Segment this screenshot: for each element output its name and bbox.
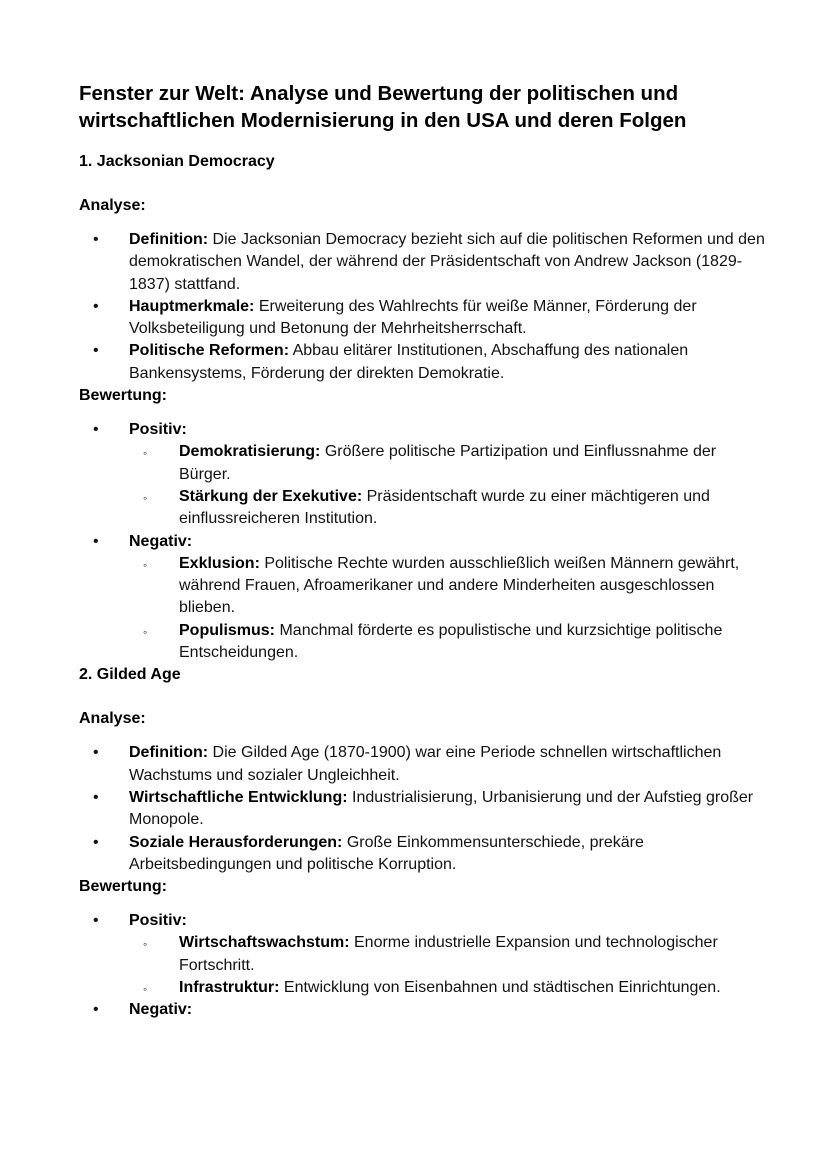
positiv-list	[129, 441, 769, 530]
list-item: • Wirtschaftliche Entwicklung: Industrialisierung, Urbanisierung und der Aufstieg großer Monopole.	[79, 787, 769, 832]
section-heading-gilded-age: 2. Gilded Age	[79, 666, 181, 684]
list-item: • Soziale Herausforderungen: Große Einkommensunterschiede, prekäre Arbeitsbedingungen und politische Korruption.	[79, 832, 769, 877]
list-item: • Negativ: ◦ Exklusion: Politische Rechte wurden ausschließlich weißen Männern gewährt, während Frauen, Afroamerikaner und andere Minderheiten ausgeschlossen blieben. ◦ Populismus: Manchmal förderte es populistische und kurzsichtige politische Entscheidungen.	[79, 531, 769, 665]
list-item: • Definition: Die Jacksonian Democracy bezieht sich auf die politischen Reformen und den demokratischen Wandel, der während der Präsidentschaft von Andrew Jackson (1829-1837) stattfand.	[79, 229, 769, 296]
list-item: • Definition: Die Gilded Age (1870-1900) war eine Periode schnellen wirtschaftlichen Wachstums und sozialer Ungleichheit.	[79, 742, 769, 787]
negativ-list	[129, 553, 769, 664]
list-item: • Negativ:	[79, 999, 769, 1021]
bewertung-label: Bewertung:	[79, 878, 167, 896]
list-item: • Positiv: ◦ Wirtschaftswachstum: Enorme industrielle Expansion und technologischer Fortschritt. ◦ Infrastruktur: Entwicklung von Eisenbahnen und städtischen Einrichtungen.	[79, 910, 769, 999]
list-item: ◦ Demokratisierung: Größere politische Partizipation und Einflussnahme der Bürger.	[129, 441, 769, 486]
document-title: Fenster zur Welt: Analyse und Bewertung der politischen und wirtschaftlichen Modernisierung in den USA und deren Folgen	[79, 82, 687, 132]
list-item: ◦ Wirtschaftswachstum: Enorme industrielle Expansion und technologischer Fortschritt.	[129, 932, 769, 977]
analyse-list	[79, 229, 769, 385]
bewertung-list	[79, 419, 769, 664]
bewertung-label: Bewertung:	[79, 387, 167, 405]
analyse-label: Analyse:	[79, 710, 146, 728]
bewertung-list	[79, 910, 769, 1021]
list-item: ◦ Stärkung der Exekutive: Präsidentschaft wurde zu einer mächtigeren und einflussreicheren Institution.	[129, 486, 769, 531]
list-item: • Positiv: ◦ Demokratisierung: Größere politische Partizipation und Einflussnahme der Bürger. ◦ Stärkung der Exekutive: Präsidentschaft wurde zu einer mächtigeren und einflussreicheren Institution.	[79, 419, 769, 530]
document-page	[79, 80, 769, 1022]
list-item: • Hauptmerkmale: Erweiterung des Wahlrechts für weiße Männer, Förderung der Volksbeteiligung und Betonung der Mehrheitsherrschaft.	[79, 296, 769, 341]
analyse-list	[79, 742, 769, 876]
list-item: ◦ Exklusion: Politische Rechte wurden ausschließlich weißen Männern gewährt, während Frauen, Afroamerikaner und andere Minderheiten ausgeschlossen blieben.	[129, 553, 769, 620]
positiv-list	[129, 932, 769, 999]
section-heading-jacksonian: 1. Jacksonian Democracy	[79, 153, 275, 170]
list-item: ◦ Infrastruktur: Entwicklung von Eisenbahnen und städtischen Einrichtungen.	[129, 977, 769, 999]
list-item: ◦ Populismus: Manchmal förderte es populistische und kurzsichtige politische Entscheidungen.	[129, 620, 769, 665]
list-item: • Politische Reformen: Abbau elitärer Institutionen, Abschaffung des nationalen Bankensystems, Förderung der direkten Demokratie.	[79, 340, 769, 385]
analyse-label: Analyse:	[79, 197, 146, 214]
